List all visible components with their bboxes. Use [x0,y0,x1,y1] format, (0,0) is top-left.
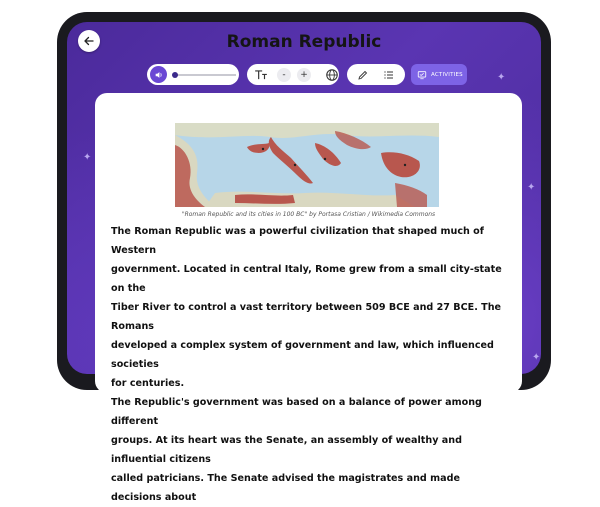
audio-progress-knob[interactable] [172,72,178,78]
list-icon[interactable] [383,69,395,81]
audio-play-button[interactable] [150,66,167,83]
font-increase-button[interactable]: + [297,68,311,82]
audio-icon [154,70,164,80]
sparkle-decoration: ✦ [532,352,541,363]
font-decrease-button[interactable]: - [277,68,291,82]
article-line: The Republic's government was based on a balance of power among different [111,397,482,427]
article-line: developed a complex system of government and law, which influenced societies [111,340,494,370]
activities-button[interactable] [411,64,467,85]
article-line: The Roman Republic was a powerful civilization that shaped much of Western [111,226,484,256]
image-caption: "Roman Republic and its cities in 100 BC" by Portasa Cristian / Wikimedia Commons [181,211,436,218]
activities-icon [417,70,427,80]
roman-republic-map-image [175,123,439,207]
article-body [111,222,506,507]
audio-player[interactable] [147,64,239,85]
sparkle-decoration: ✦ [497,72,506,83]
app-screen [67,22,541,503]
sparkle-decoration: ✦ [527,182,536,193]
text-size-button[interactable] [253,68,269,82]
text-controls [247,64,339,85]
article-line: government. Located in central Italy, Rome grew from a small city-state on the [111,264,502,294]
page-title: Roman Republic [226,32,382,52]
article-line: called patricians. The Senate advised the magistrates and made decisions about [111,473,460,503]
sparkle-decoration: ✦ [83,152,92,163]
article-card [95,93,522,503]
activities-label: ACTIVITIES [431,71,463,78]
pen-icon[interactable] [357,69,369,81]
article-line: for centuries. [111,378,185,389]
text-size-icon [254,69,268,81]
annotation-tools [347,64,405,85]
globe-icon[interactable] [325,68,339,82]
article-line: Tiber River to control a vast territory between 509 BCE and 27 BCE. The Romans [111,302,502,332]
article-line: groups. At its heart was the Senate, an assembly of wealthy and influential citizens [111,435,462,465]
audio-progress-bar[interactable] [174,74,236,76]
